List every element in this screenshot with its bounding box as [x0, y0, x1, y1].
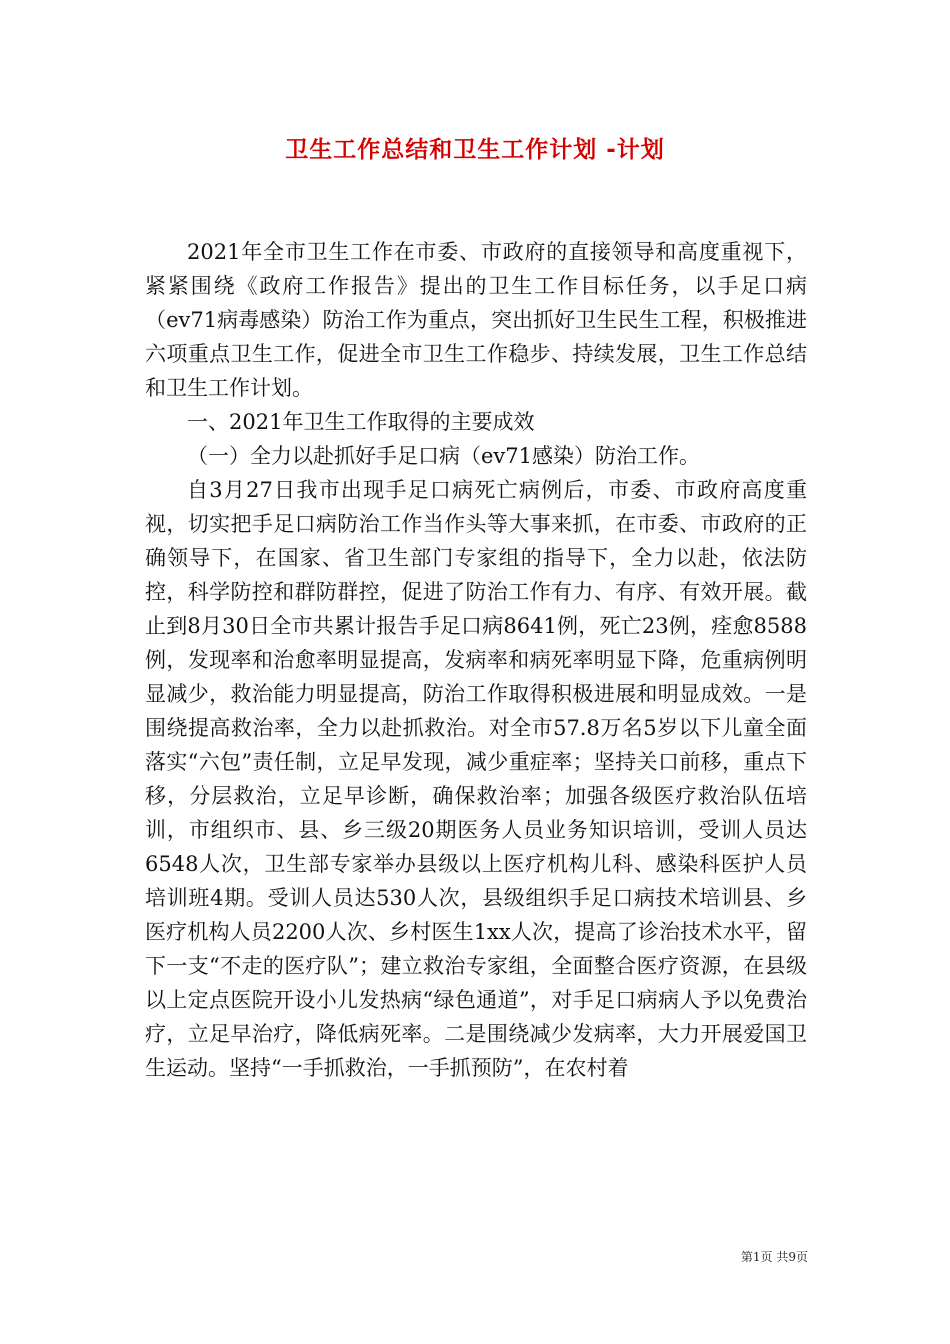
paragraph-body: 自3月27日我市出现手足口病死亡病例后，市委、市政府高度重视，切实把手足口病防治工作当作头等大事来抓，在市委、市政府的正确领导下，在国家、省卫生部门专家组的指导下，全力以赴，依法防控，科学防控和群防群控，促进了防治工作有力、有序、有效开展。截止到8月30日全市共累计报告手足口病8641例，死亡23例，痊愈8588例，发现率和治愈率明显提高，发病率和病死率明显下降，危重病例明显减少，救治能力明显提高，防治工作取得积极进展和明显成效。一是围绕提高救治率，全力以赴抓救治。对全市57.8万名5岁以下儿童全面落实“六包”责任制，立足早发现，减少重症率；坚持关口前移，重点下移，分层救治，立足早诊断，确保救治率；加强各级医疗救治队伍培训，市组织市、县、乡三级20期医务人员业务知识培训，受训人员达6548人次，卫生部专家举办县级以上医疗机构儿科、感染科医护人员培训班4期。受训人员达530人次，县级组织手足口病技术培训县、乡医疗机构人员2200人次、乡村医生1xx人次，提高了诊治技术水平，留下一支“不走的医疗队”；建立救治专家组，全面整合医疗资源，在县级以上定点医院开设小儿发热病“绿色通道”，对手足口病病人予以免费治疗，立足早治疗，降低病死率。二是围绕减少发病率，大力开展爱国卫生运动。坚持“一手抓救治，一手抓预防”，在农村着: [145, 478, 807, 1080]
page-number: 第1页 共9页: [740, 1250, 808, 1264]
section-heading: 一、2021年卫生工作取得的主要成效: [187, 410, 535, 434]
subsection-heading: （一）全力以赴抓好手足口病（ev71感染）防治工作。: [187, 444, 701, 468]
paragraph-intro: 2021年全市卫生工作在市委、市政府的直接领导和高度重视下，紧紧围绕《政府工作报告》提出的卫生工作目标任务，以手足口病（ev71病毒感染）防治工作为重点，突出抓好卫生民生工程，积极推进六项重点卫生工作，促进全市卫生工作稳步、持续发展，卫生工作总结和卫生工作计划。: [145, 240, 807, 400]
document-title: 卫生工作总结和卫生工作计划 -计划: [285, 137, 665, 163]
document-body: [145, 235, 807, 1085]
